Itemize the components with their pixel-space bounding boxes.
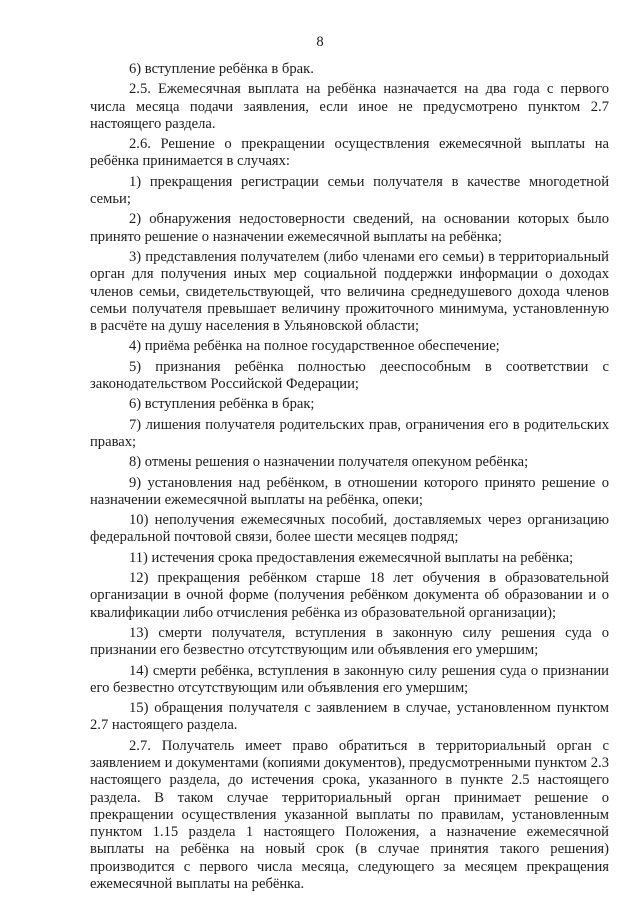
clause-2-6-item-4: 4) приёма ребёнка на полное государственное обеспечение; [129,338,500,355]
clause-2-6-item-8: 8) отмены решения о назначении получателя опекуном ребёнка; [129,454,529,471]
clause-2-6: 2.6. Решение о прекращении осуществления ежемесячной выплаты на ребёнка принимается в случаях: [90,136,609,170]
clause-2-7: 2.7. Получатель имеет право обратиться в территориальный орган с заявлением и документами (копиями документов), предусмотренными пунктом 2.3 настоящего раздела, до истечения срока, указанного в пункте 2.5 настоящего раздела. В таком случае территориальный орган принимает решение о прекращении осуществления указанной выплаты по правилам, установленным пунктом 1.15 раздела 1 настоящего Положения, а назначение ежемесячной выплаты на ребёнка на новый срок (в случае принятия такого решения) производится с первого числа месяца, следующего за месяцем прекращения ежемесячной выплаты на ребёнка. [90,737,609,893]
clause-2-6-item-7: 7) лишения получателя родительских прав, ограничения его в родительских правах; [90,416,609,450]
clause-2-6-item-3: 3) представления получателем (либо членами его семьи) в территориальный орган для получения иных мер социальной поддержки информации о доходах членов семьи, свидетельствующей, что величина среднедушевого дохода членов семьи получателя превышает величину прожиточного минимума, установленную в расчёте на душу населения в Ульяновской области; [90,248,609,335]
clause-2-6-item-11: 11) истечения срока предоставления ежемесячной выплаты на ребёнка; [129,549,574,566]
page-number: 8 [316,34,324,50]
clause-2-6-item-9: 9) установления над ребёнком, в отношении которого принято решение о назначении ежемесячной выплаты на ребёнка, опеки; [90,474,609,508]
clause-2-6-item-1: 1) прекращения регистрации семьи получателя в качестве многодетной семьи; [90,173,609,208]
clause-2-6-item-15: 15) обращения получателя с заявлением в случае, установленном пунктом 2.7 настоящего раздела. [90,700,609,734]
clause-2-6-item-2: 2) обнаружения недостоверности сведений, на основании которых было принято решение о назначении ежемесячной выплаты на ребёнка; [90,211,609,245]
clause-2-5: 2.5. Ежемесячная выплата на ребёнка назначается на два года с первого числа месяца подачи заявления, если иное не предусмотрено пунктом 2.7 настоящего раздела. [90,81,609,132]
clause-2-6-item-13: 13) смерти получателя, вступления в законную силу решения суда о признании его безвестно отсутствующим или объявления его умершим; [90,624,609,659]
clause-2-6-item-14: 14) смерти ребёнка, вступления в законную силу решения суда о признании его безвестно отсутствующим или объявления его умершим; [90,662,609,696]
clause-2-6-item-5: 5) признания ребёнка полностью дееспособным в соответствии с законодательством Российской Федерации; [90,358,609,393]
item-6-marriage: 6) вступление ребёнка в брак. [129,61,314,77]
clause-2-6-item-6: 6) вступления ребёнка в брак; [129,396,315,413]
clause-2-6-item-12: 12) прекращения ребёнком старше 18 лет обучения в образовательной организации в очной форме (получения ребёнком документа об образовании и о квалификации либо отчисления ребёнка из образовательной организации); [90,570,609,621]
document-body [90,61,609,893]
clause-2-6-item-10: 10) неполучения ежемесячных пособий, доставляемых через организацию федеральной почтовой связи, более шести месяцев подряд; [90,512,609,546]
